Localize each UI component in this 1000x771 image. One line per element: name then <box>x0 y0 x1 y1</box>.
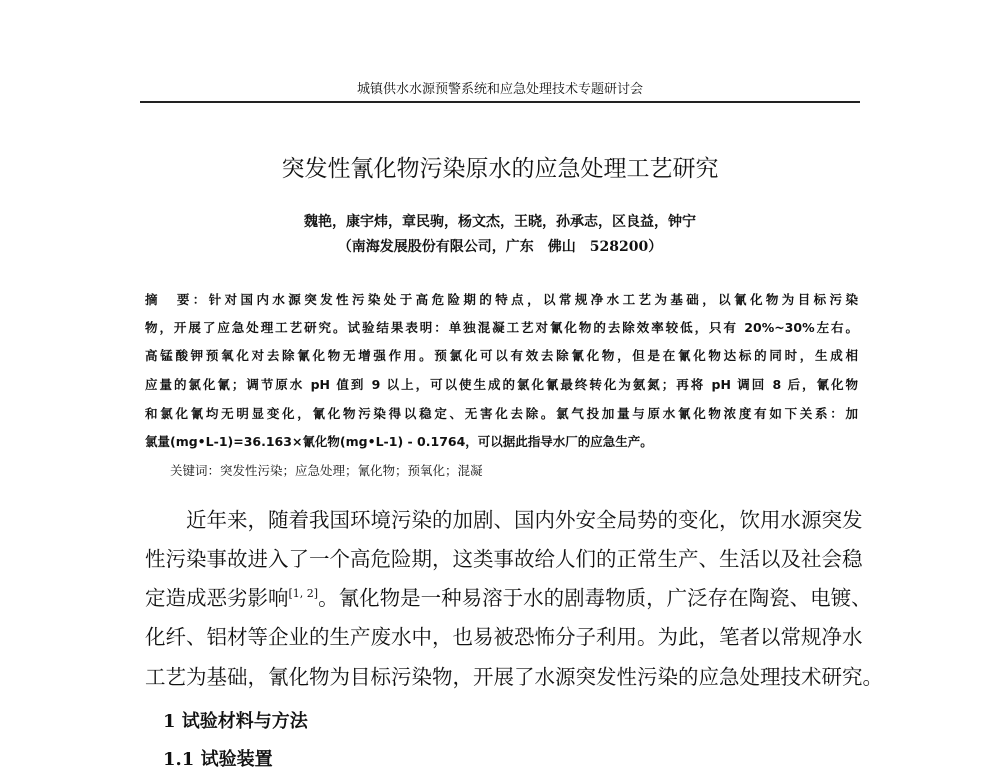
abstract-line: 物，开展了应急处理工艺研究。试验结果表明：单独混凝工艺对氰化物的去除效率较低，只有 20%~30%左右。 <box>145 320 858 335</box>
abstract-line: 应量的氯化氰；调节原水 pH 值到 9 以上，可以使生成的氯化氰最终转化为氨氮；再将 pH 调回 8 后，氰化物 <box>145 377 858 392</box>
keywords: 关键词：突发性污染；应急处理；氰化物；预氧化；混凝 <box>170 463 483 478</box>
abstract-line: 高锰酸钾预氧化对去除氰化物无增强作用。预氯化可以有效去除氰化物，但是在氰化物达标的同时，生成相 <box>145 348 858 363</box>
affiliation: （南海发展股份有限公司，广东 佛山 528200） <box>337 239 663 255</box>
header-rule <box>140 101 860 103</box>
paper-title: 突发性氰化物污染原水的应急处理工艺研究 <box>281 156 719 182</box>
citation[interactable]: [1, 2] <box>288 587 319 601</box>
abstract-line: 氯量(mg•L-1)=36.163×氰化物(mg•L-1) - 0.1764，可以据此指导水厂的应急生产。 <box>145 434 653 449</box>
body-line: 近年来，随着我国环境污染的加剧、国内外安全局势的变化，饮用水源突发 <box>186 508 863 532</box>
body-line: 定造成恶劣影响[1, 2]。氰化物是一种易溶于水的剧毒物质，广泛存在陶瓷、电镀、 <box>145 586 872 610</box>
authors: 魏艳，康宇炜，章民驹，杨文杰，王晓，孙承志，区良益，钟宁 <box>304 214 696 230</box>
abstract-line: 摘 要：针对国内水源突发性污染处于高危险期的特点，以常规净水工艺为基础，以氰化物为目标污染 <box>145 292 858 307</box>
abstract-label: 摘 要： <box>145 292 209 307</box>
body-line: 化纤、铝材等企业的生产废水中，也易被恐怖分子利用。为此，笔者以常规净水 <box>145 625 863 649</box>
subsection-heading: 1.1 试验装置 <box>163 749 273 770</box>
section-heading: 1 试验材料与方法 <box>163 711 308 732</box>
body-line: 工艺为基础，氰化物为目标污染物，开展了水源突发性污染的应急处理技术研究。 <box>145 665 883 689</box>
abstract-line: 和氯化氰均无明显变化，氰化物污染得以稳定、无害化去除。氯气投加量与原水氰化物浓度有如下关系：加 <box>145 406 858 421</box>
body-line: 性污染事故进入了一个高危险期，这类事故给人们的正常生产、生活以及社会稳 <box>145 547 863 571</box>
running-header: 城镇供水水源预警系统和应急处理技术专题研讨会 <box>356 82 643 97</box>
